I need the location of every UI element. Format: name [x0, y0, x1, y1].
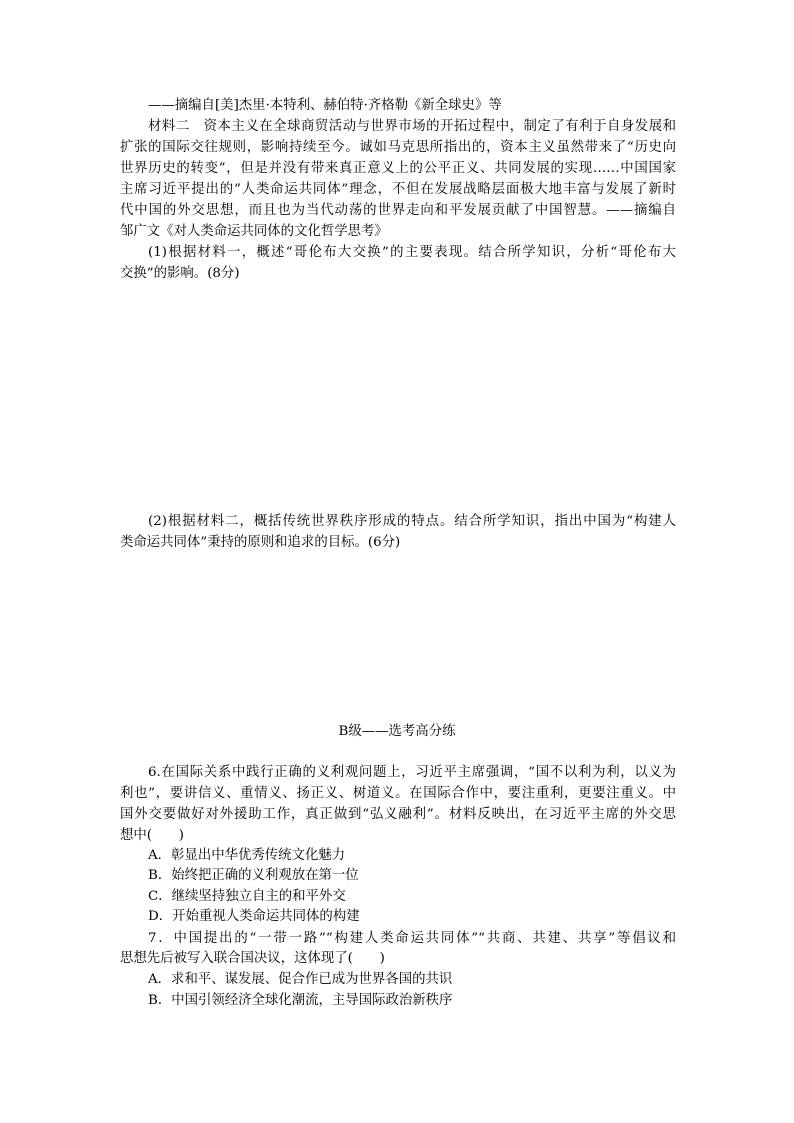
question2-line: 类命运共同体”秉持的原则和追求的目标。(6分) [120, 535, 401, 550]
q7-option-b: B．中国引领经济全球化潮流，主导国际政治新秩序 [148, 993, 453, 1008]
material2-line: 邹广文《对人类命运共同体的文化哲学思考》 [120, 224, 388, 239]
material2-line: 代中国的外交思想，而且也为当代动荡的世界走向和平发展贡献了中国智慧。——摘编自 [120, 203, 676, 218]
q7-line: 7．中国提出的“一带一路”“构建人类命运共同体”“共商、共建、共享”等倡议和 [148, 931, 676, 946]
material2-line: 主席习近平提出的“人类命运共同体”理念，不但在发展战略层面极大地丰富与发展了新时 [120, 182, 676, 197]
material1-source: ——摘编自[美]杰里·本特利、赫伯特·齐格勒《新全球史》等 [148, 98, 502, 113]
question2-line: (2)根据材料二，概括传统世界秩序形成的特点。结合所学知识，指出中国为“构建人 [148, 514, 676, 529]
q6-line: 利也”，要讲信义、重情义、扬正义、树道义。在国际合作中，要注重利，更要注重义。中 [120, 786, 676, 801]
q7-line: 思想先后被写入联合国决议，这体现了( ) [120, 951, 385, 966]
q6-option-c: C．继续坚持独立自主的和平外交 [148, 889, 346, 904]
q6-line: 6.在国际关系中践行正确的义利观问题上，习近平主席强调，“国不以利为利，以义为 [148, 765, 676, 780]
material2-line: 材料二 资本主义在全球商贸活动与世界市场的开拓过程中，制定了有利于自身发展和 [148, 119, 676, 134]
q6-option-a: A．彰显出中华优秀传统文化魅力 [148, 848, 346, 863]
q6-option-d: D．开始重视人类命运共同体的构建 [148, 909, 360, 924]
q7-option-a: A．求和平、谋发展、促合作已成为世界各国的共识 [148, 972, 453, 987]
question1-line: (1)根据材料一，概述“哥伦布大交换”的主要表现。结合所学知识，分析“哥伦布大 [148, 245, 676, 260]
q6-option-b: B．始终把正确的义利观放在第一位 [148, 868, 359, 883]
material2-line: 扩张的国际交往规则，影响持续至今。诚如马克思所指出的，资本主义虽然带来了“历史向 [120, 140, 676, 155]
material2-line: 世界历史的转变”，但是并没有带来真正意义上的公平正义、共同发展的实现……中国国家 [120, 161, 676, 176]
q6-line: 想中( ) [120, 828, 185, 843]
section-title: B级——选考高分练 [338, 724, 456, 739]
question1-line: 交换”的影响。(8分) [120, 266, 240, 281]
q6-line: 国外交要做好对外援助工作，真正做到“弘义融利”。材料反映出，在习近平主席的外交思 [120, 807, 676, 822]
